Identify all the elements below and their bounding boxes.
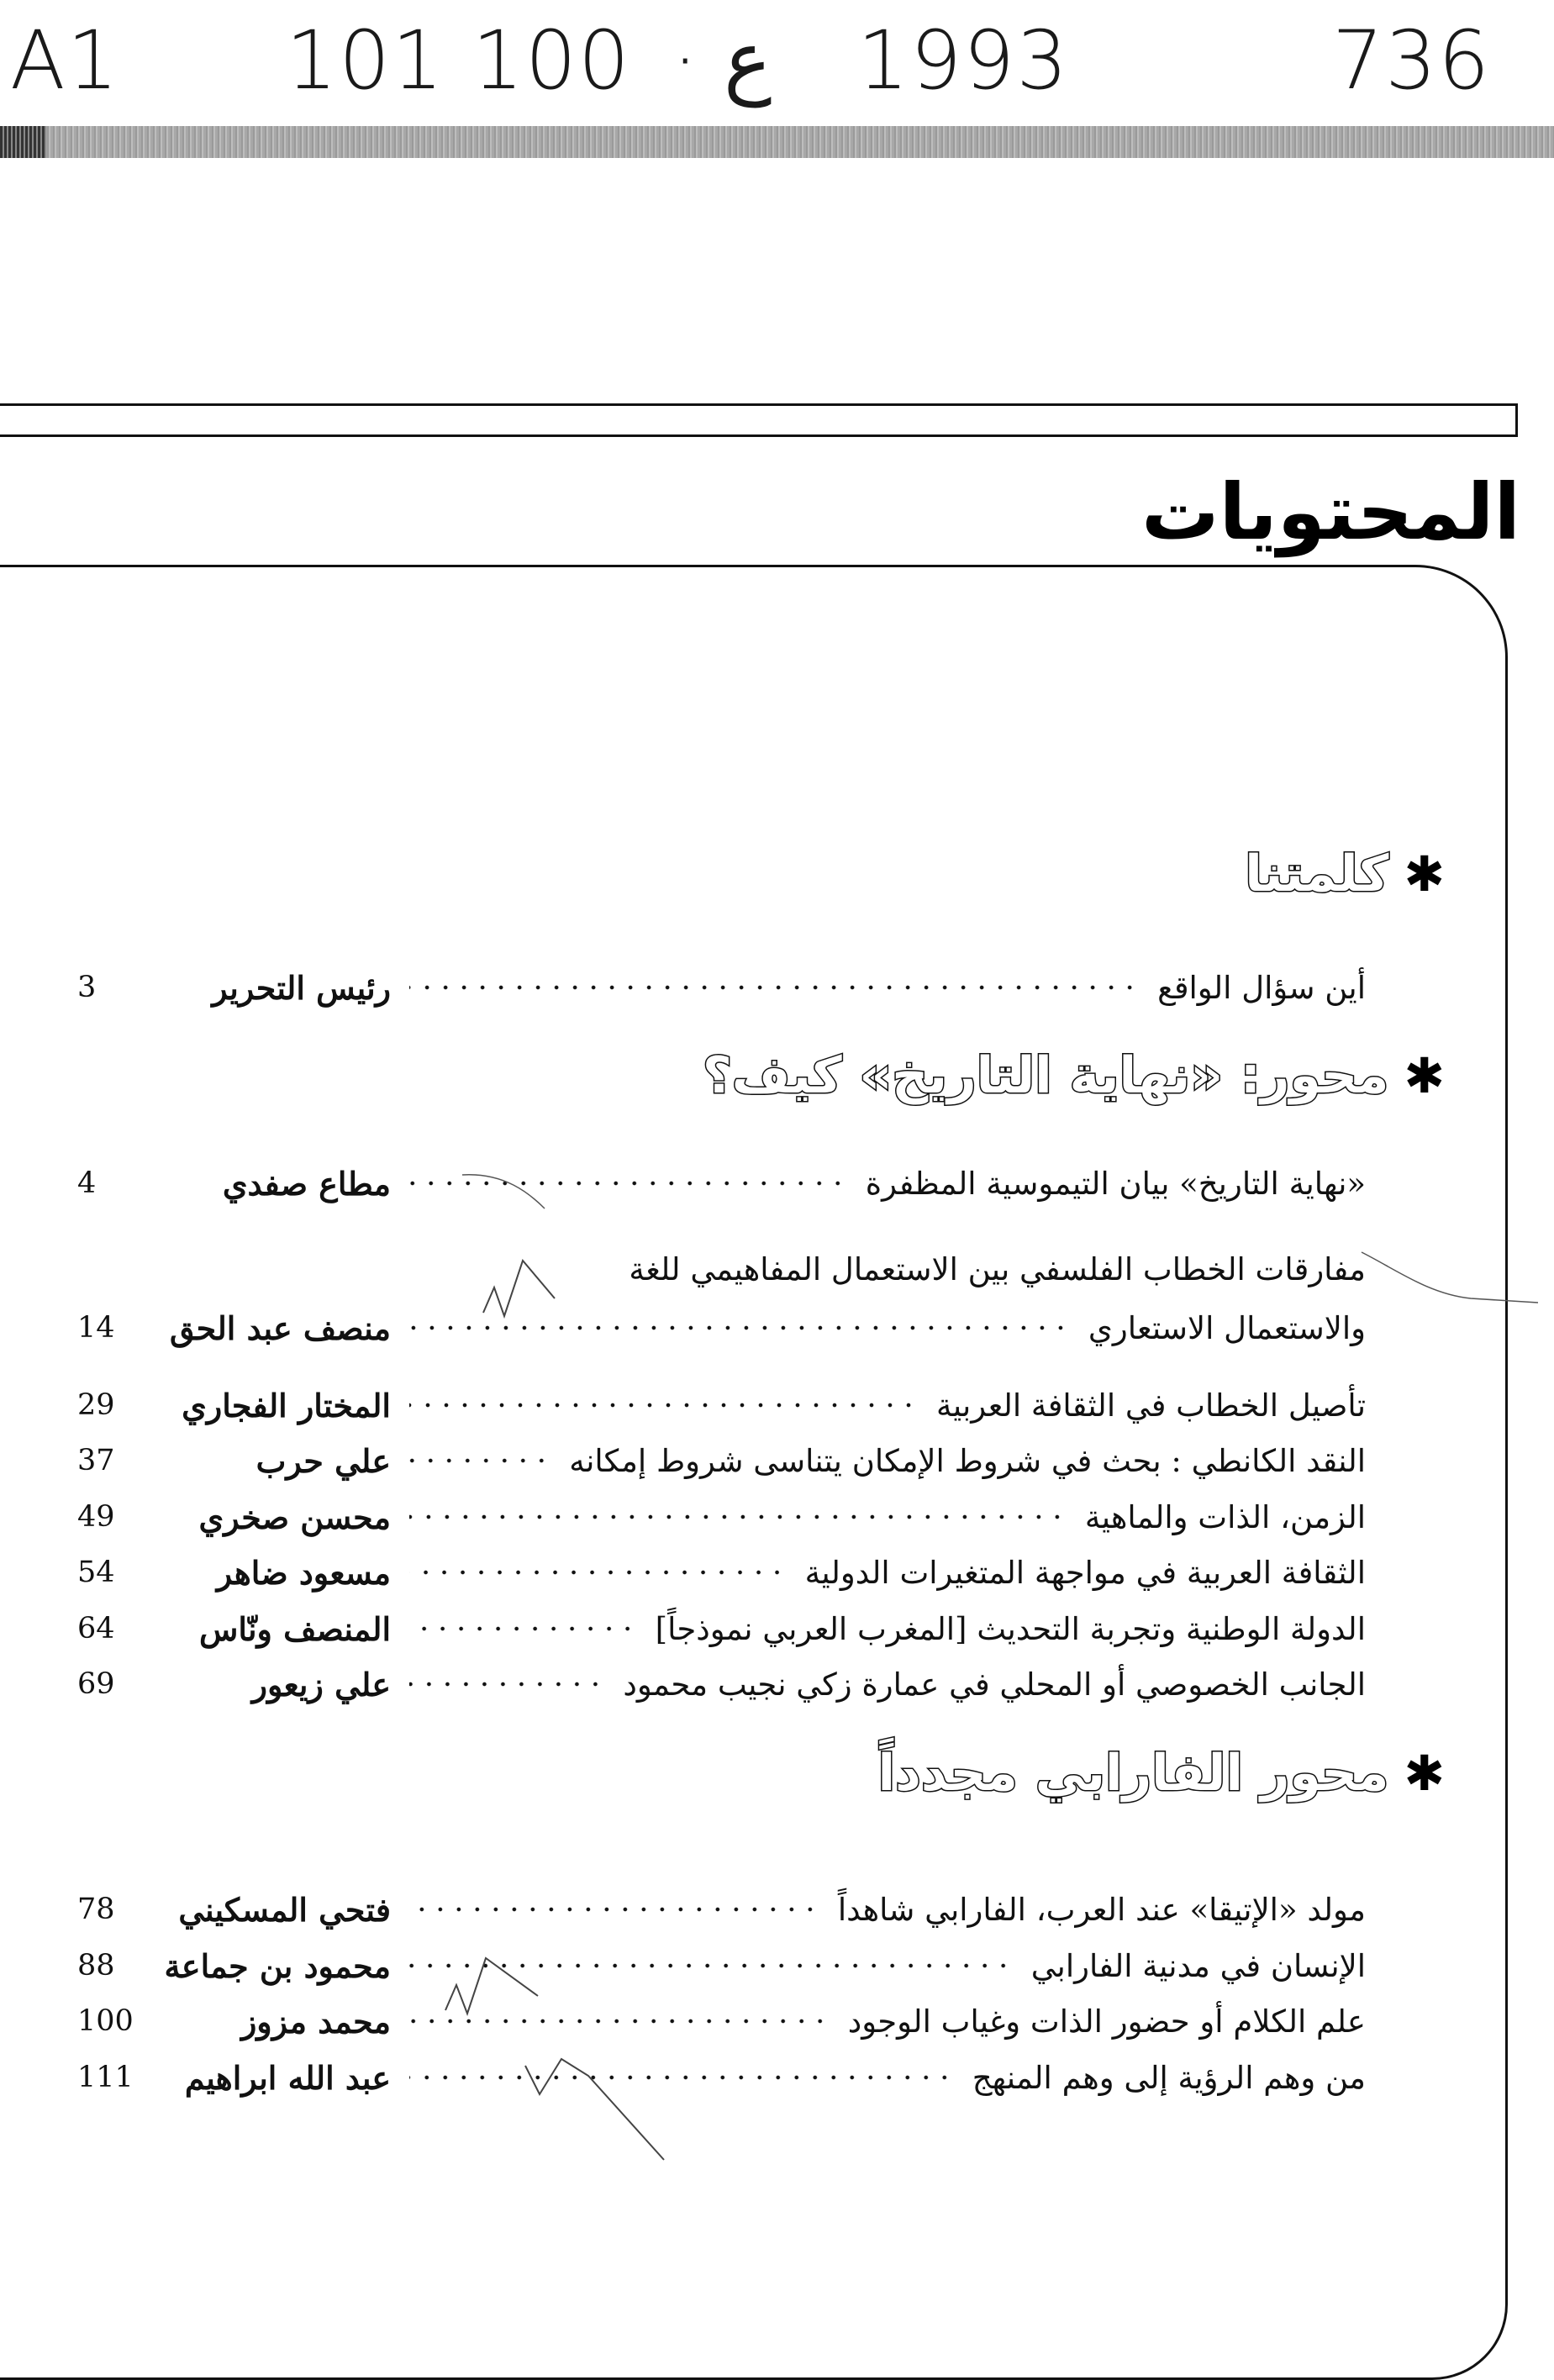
dot-leader — [409, 1514, 1067, 1520]
toc-entry — [67, 1659, 1366, 1709]
dot-leader — [409, 1625, 637, 1632]
toc-entry-page: 29 — [77, 1388, 115, 1422]
toc-entry-page: 64 — [77, 1612, 115, 1645]
toc-entry-title: الثقافة العربية في مواجهة المتغيرات الدولية — [804, 1554, 1366, 1591]
toc-entry — [67, 1435, 1366, 1486]
dot-leader — [409, 1681, 604, 1688]
handwritten-year: 1993 — [857, 13, 1070, 108]
toc-entry — [67, 2052, 1366, 2103]
toc-entry-title: الدولة الوطنية وتجربة التحديث [المغرب العربي نموذجاً] — [655, 1610, 1366, 1647]
dot-leader — [409, 2018, 830, 2025]
toc-entry-title: «نهاية التاريخ» بيان التيموسية المظفرة — [865, 1165, 1366, 1202]
handwritten-code-2: 101 100 — [286, 13, 631, 108]
toc-entry — [67, 1303, 1366, 1353]
toc-entry-author: عبد الله ابراهيم — [184, 2058, 391, 2097]
section-title: محور الفارابي مجدداً — [877, 1744, 1389, 1803]
dot-leader — [409, 1962, 1013, 1969]
section-heading-farabi — [878, 1735, 1446, 1811]
toc-entry-author: محمود بن جماعة — [164, 1946, 391, 1985]
toc-entry — [67, 1884, 1366, 1935]
toc-entry-title: مفارقات الخطاب الفلسفي بين الاستعمال المفاهيمي للغة — [629, 1251, 1366, 1287]
dot-leader — [409, 1457, 550, 1464]
toc-entry — [67, 962, 1366, 1013]
toc-entry-author: منصف عبد الحق — [169, 1308, 391, 1347]
toc-entry — [67, 1158, 1366, 1208]
toc-entry-page: 49 — [77, 1500, 115, 1534]
toc-entry-author: مسعود ضاهر — [216, 1553, 391, 1592]
toc-entry-title: الإنسان في مدنية الفارابي — [1030, 1947, 1366, 1984]
dot-leader — [409, 1402, 918, 1409]
toc-entry-author: المختار الفجاري — [182, 1386, 391, 1424]
handwritten-code-3: · ع — [672, 13, 772, 108]
toc-entry-page: 4 — [77, 1166, 97, 1200]
toc-entry-author: علي حرب — [255, 1441, 391, 1480]
toc-entry-page: 78 — [77, 1893, 115, 1926]
toc-entry-page: 3 — [77, 971, 97, 1004]
toc-entry-author: المنصف ونّاس — [199, 1609, 391, 1648]
dot-leader — [409, 1569, 787, 1576]
toc-entry-page: 69 — [77, 1667, 115, 1701]
asterisk-icon: ✱ — [1404, 845, 1445, 903]
toc-entry-title: علم الكلام أو حضور الذات وغياب الوجود — [847, 2003, 1366, 2040]
toc-entry — [67, 1996, 1366, 2046]
toc-entry-title: أين سؤال الواقع — [1157, 969, 1366, 1006]
toc-entry-title: مولد «الإتيقا» عند العرب، الفارابي شاهداً — [837, 1891, 1366, 1928]
toc-entry-author: محمد مزوز — [240, 2002, 391, 2040]
asterisk-icon: ✱ — [1404, 1047, 1445, 1104]
handwritten-code-1: A1 — [10, 13, 120, 108]
toc-entry-page: 14 — [77, 1311, 115, 1345]
page-title: المحتويات — [1141, 467, 1520, 557]
toc-entry-title: والاستعمال الاستعاري — [1088, 1309, 1366, 1346]
section-heading-editorial — [1245, 836, 1445, 912]
handwritten-number: 736 — [1332, 13, 1492, 108]
toc-entry — [67, 1492, 1366, 1542]
dot-leader — [409, 2074, 954, 2081]
dot-leader — [409, 1180, 847, 1187]
dot-leader — [409, 1906, 819, 1913]
toc-entry-page: 100 — [77, 2004, 134, 2038]
toc-entry-page: 37 — [77, 1444, 115, 1477]
toc-entry-title: من وهم الرؤية إلى وهم المنهج — [972, 2059, 1366, 2096]
section-title: كلمتنا — [1245, 845, 1389, 903]
toc-entry-author: محسن صخري — [198, 1498, 391, 1536]
section-heading-end-of-history — [703, 1038, 1445, 1114]
section-title: محور: «نهاية التاريخ» كيف؟ — [703, 1046, 1389, 1105]
header-rule-box — [0, 403, 1518, 437]
toc-entry-title: تأصيل الخطاب في الثقافة العربية — [936, 1387, 1366, 1424]
toc-entry-author: فتحي المسكيني — [178, 1890, 391, 1929]
toc-entry — [67, 1603, 1366, 1654]
toc-entry-author: رئيس التحرير — [212, 968, 391, 1007]
toc-entry — [67, 1380, 1366, 1430]
toc-entry-page: 88 — [77, 1949, 115, 1982]
toc-entry-title: الجانب الخصوصي أو المحلي في عمارة زكي نجيب محمود — [623, 1666, 1366, 1703]
toc-entry — [67, 1547, 1366, 1598]
toc-entry-page: 54 — [77, 1556, 115, 1589]
scan-edge-bar — [0, 126, 1554, 158]
toc-entry — [67, 1940, 1366, 1991]
asterisk-icon: ✱ — [1404, 1745, 1445, 1802]
toc-entry — [67, 1244, 1366, 1294]
dot-leader — [409, 984, 1139, 991]
toc-entry-author: مطاع صفدي — [222, 1164, 391, 1203]
toc-entry-title: النقد الكانطي : بحث في شروط الإمكان يتناسى شروط إمكانه — [569, 1442, 1366, 1479]
toc-entry-title: الزمن، الذات والماهية — [1084, 1498, 1366, 1535]
dot-leader — [409, 1324, 1070, 1331]
toc-entry-author: علي زيعور — [251, 1665, 391, 1703]
toc-entry-page: 111 — [77, 2061, 134, 2094]
